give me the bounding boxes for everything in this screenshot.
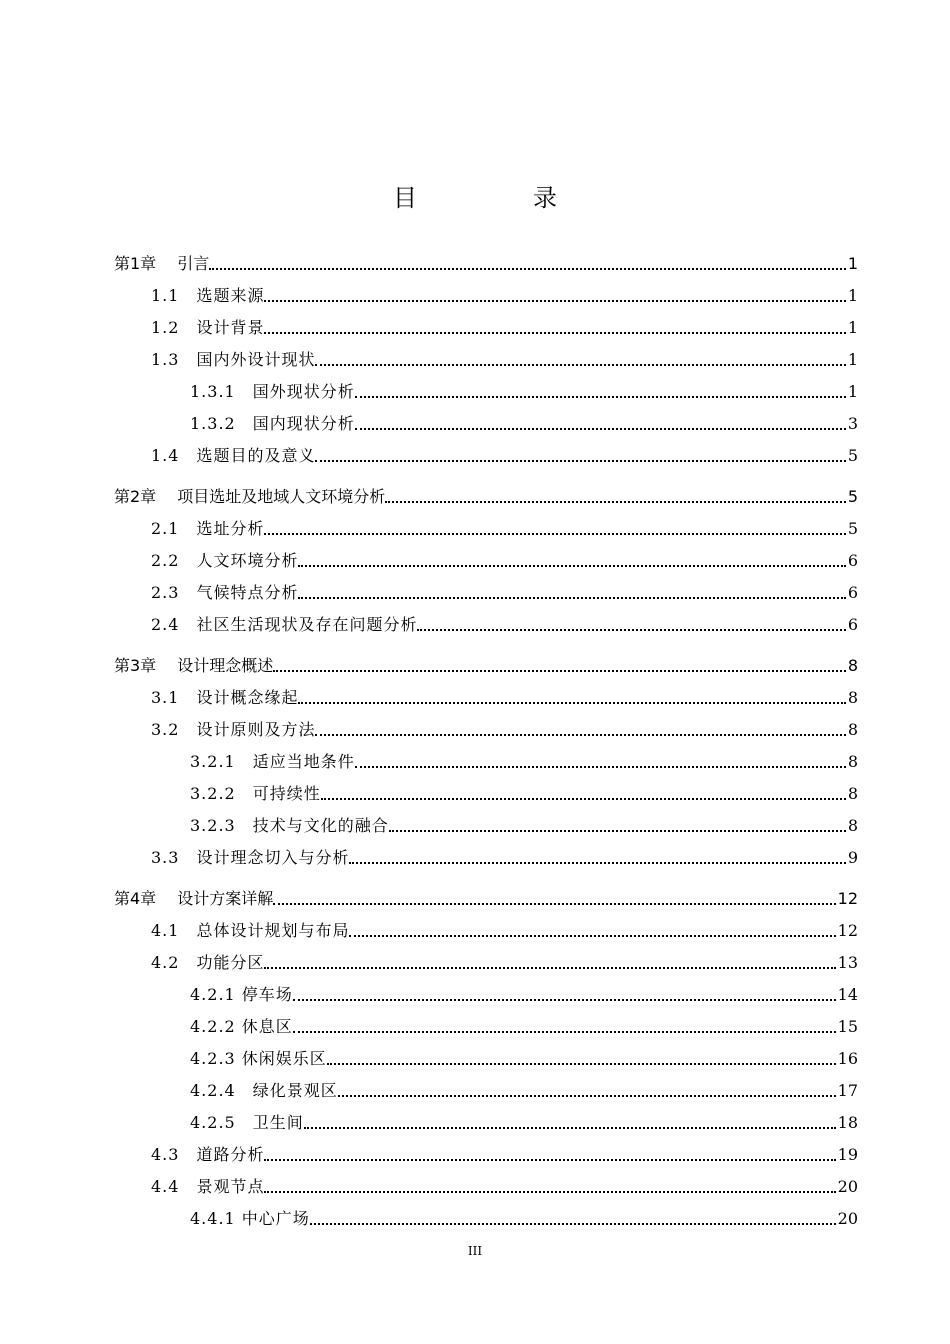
toc-section-entry[interactable] (151, 282, 858, 306)
toc-entry-page-number: 3 (847, 414, 858, 433)
toc-entry-page-number: 9 (847, 848, 858, 867)
toc-entry-label: 4.2.2 休息区 (190, 1017, 293, 1036)
toc-entry-page-number: 1 (847, 382, 858, 401)
toc-entry-label: 2.4 社区生活现状及存在问题分析 (151, 615, 418, 634)
toc-entry-label: 4.2.1 停车场 (190, 985, 293, 1004)
toc-title: 目 录 (393, 184, 603, 212)
toc-leader-dots (321, 792, 846, 800)
toc-entry-page-number: 12 (837, 889, 858, 908)
toc-section-entry[interactable] (151, 547, 858, 571)
toc-entry-label: 第1章 引言 (114, 254, 210, 273)
toc-entry-label: 3.2.3 技术与文化的融合 (190, 816, 389, 835)
toc-entry-page-number: 13 (837, 953, 858, 972)
toc-leader-dots (315, 728, 845, 736)
toc-subsection-entry[interactable] (190, 1045, 858, 1069)
toc-entry-label: 1.1 选题来源 (151, 286, 265, 305)
toc-leader-dots (293, 993, 836, 1001)
toc-subsection-entry[interactable] (190, 378, 858, 402)
toc-entry-page-number: 6 (847, 551, 858, 570)
toc-entry-page-number: 14 (837, 985, 858, 1004)
toc-entry-label: 2.3 气候特点分析 (151, 583, 299, 602)
toc-section-entry[interactable] (151, 1141, 858, 1165)
toc-entry-page-number: 8 (847, 688, 858, 707)
toc-section-entry[interactable] (151, 346, 858, 370)
toc-entry-label: 4.3 道路分析 (151, 1145, 265, 1164)
toc-section-entry[interactable] (151, 611, 858, 635)
toc-entry-page-number: 15 (837, 1017, 858, 1036)
toc-entry-page-number: 6 (847, 615, 858, 634)
toc-leader-dots (264, 961, 835, 969)
toc-leader-dots (338, 1089, 836, 1097)
toc-leader-dots (385, 495, 846, 503)
toc-entry-page-number: 20 (837, 1209, 858, 1228)
toc-chapter-entry[interactable] (114, 250, 858, 274)
toc-section-entry[interactable] (151, 949, 858, 973)
toc-leader-dots (417, 623, 845, 631)
toc-leader-dots (389, 824, 846, 832)
toc-leader-dots (273, 664, 846, 672)
toc-leader-dots (349, 929, 835, 937)
toc-leader-dots (355, 390, 846, 398)
toc-entry-page-number: 1 (847, 350, 858, 369)
toc-entry-label: 1.4 选题目的及意义 (151, 446, 316, 465)
toc-chapter-entry[interactable] (114, 885, 858, 909)
toc-entry-page-number: 8 (847, 784, 858, 803)
toc-subsection-entry[interactable] (190, 1205, 858, 1229)
toc-leader-dots (355, 422, 846, 430)
toc-entry-label: 4.2.4 绿化景观区 (190, 1081, 338, 1100)
toc-subsection-entry[interactable] (190, 748, 858, 772)
toc-entry-page-number: 16 (837, 1049, 858, 1068)
toc-entry-label: 3.2.1 适应当地条件 (190, 752, 355, 771)
toc-entry-label: 第2章 项目选址及地域人文环境分析 (114, 487, 386, 506)
toc-entry-page-number: 17 (837, 1081, 858, 1100)
page-number-footer: III (467, 1244, 483, 1258)
toc-chapter-entry[interactable] (114, 652, 858, 676)
toc-leader-dots (264, 326, 845, 334)
toc-section-entry[interactable] (151, 844, 858, 868)
toc-entry-page-number: 8 (847, 720, 858, 739)
toc-subsection-entry[interactable] (190, 1077, 858, 1101)
toc-section-entry[interactable] (151, 684, 858, 708)
toc-entry-label: 4.2 功能分区 (151, 953, 265, 972)
toc-entry-label: 4.4.1 中心广场 (190, 1209, 310, 1228)
toc-entry-label: 1.3.2 国内现状分析 (190, 414, 355, 433)
toc-leader-dots (293, 1025, 836, 1033)
toc-subsection-entry[interactable] (190, 410, 858, 434)
toc-entry-label: 4.2.5 卫生间 (190, 1113, 304, 1132)
toc-entry-label: 1.3.1 国外现状分析 (190, 382, 355, 401)
toc-leader-dots (209, 262, 846, 270)
toc-section-entry[interactable] (151, 917, 858, 941)
toc-leader-dots (264, 1185, 835, 1193)
toc-section-entry[interactable] (151, 716, 858, 740)
toc-section-entry[interactable] (151, 442, 858, 466)
toc-entry-label: 3.2.2 可持续性 (190, 784, 321, 803)
toc-entry-page-number: 6 (847, 583, 858, 602)
toc-leader-dots (355, 760, 846, 768)
toc-subsection-entry[interactable] (190, 780, 858, 804)
toc-entry-label: 1.2 设计背景 (151, 318, 265, 337)
toc-entry-page-number: 19 (837, 1145, 858, 1164)
toc-entry-label: 4.4 景观节点 (151, 1177, 265, 1196)
toc-section-entry[interactable] (151, 515, 858, 539)
toc-entry-page-number: 12 (837, 921, 858, 940)
toc-section-entry[interactable] (151, 314, 858, 338)
toc-entry-label: 3.3 设计理念切入与分析 (151, 848, 350, 867)
toc-entry-page-number: 5 (847, 519, 858, 538)
toc-entry-page-number: 8 (847, 752, 858, 771)
toc-subsection-entry[interactable] (190, 1013, 858, 1037)
toc-entry-page-number: 5 (847, 487, 858, 506)
toc-subsection-entry[interactable] (190, 812, 858, 836)
toc-entry-label: 第3章 设计理念概述 (114, 656, 274, 675)
toc-entry-page-number: 20 (837, 1177, 858, 1196)
toc-leader-dots (315, 358, 845, 366)
toc-entry-label: 2.1 选址分析 (151, 519, 265, 538)
toc-leader-dots (349, 856, 845, 864)
toc-entry-page-number: 18 (837, 1113, 858, 1132)
toc-entry-page-number: 1 (847, 254, 858, 273)
toc-entry-page-number: 1 (847, 286, 858, 305)
toc-entry-label: 第4章 设计方案详解 (114, 889, 274, 908)
toc-leader-dots (264, 294, 845, 302)
toc-entry-page-number: 1 (847, 318, 858, 337)
toc-subsection-entry[interactable] (190, 981, 858, 1005)
toc-subsection-entry[interactable] (190, 1109, 858, 1133)
toc-entry-label: 4.1 总体设计规划与布局 (151, 921, 350, 940)
toc-section-entry[interactable] (151, 579, 858, 603)
toc-leader-dots (298, 696, 845, 704)
toc-leader-dots (304, 1121, 836, 1129)
toc-leader-dots (273, 897, 835, 905)
toc-entry-label: 1.3 国内外设计现状 (151, 350, 316, 369)
toc-section-entry[interactable] (151, 1173, 858, 1197)
toc-leader-dots (315, 454, 845, 462)
toc-entry-page-number: 8 (847, 816, 858, 835)
toc-entry-label: 3.1 设计概念缘起 (151, 688, 299, 707)
toc-entry-label: 3.2 设计原则及方法 (151, 720, 316, 739)
toc-leader-dots (310, 1217, 836, 1225)
toc-leader-dots (298, 559, 845, 567)
toc-entry-page-number: 8 (847, 656, 858, 675)
toc-entry-page-number: 5 (847, 446, 858, 465)
toc-entry-label: 2.2 人文环境分析 (151, 551, 299, 570)
toc-entry-label: 4.2.3 休闲娱乐区 (190, 1049, 327, 1068)
toc-chapter-entry[interactable] (114, 483, 858, 507)
toc-leader-dots (264, 527, 845, 535)
toc-leader-dots (298, 591, 845, 599)
toc-leader-dots (264, 1153, 835, 1161)
toc-leader-dots (327, 1057, 836, 1065)
